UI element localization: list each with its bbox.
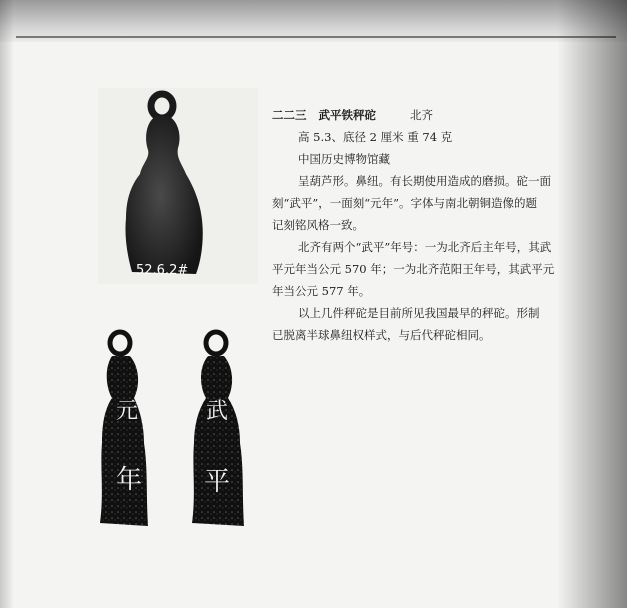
rubbing-left-char-1: 元	[116, 399, 139, 424]
paragraph-line: 以上几件秤砣是目前所见我国最早的秤砣。形制	[298, 306, 540, 320]
paragraph-line: 记刻铭风格一致。	[272, 218, 364, 232]
paragraph-2	[272, 236, 592, 302]
entry-heading	[272, 104, 592, 126]
paragraph-1	[272, 170, 592, 236]
entry-title: 武平铁秤砣	[318, 108, 376, 122]
photo-label: 52.6.2#	[136, 263, 189, 278]
entry-text	[272, 104, 592, 346]
rubbing-right-char-1: 武	[206, 399, 229, 424]
paragraph-line: 年当公元 577 年。	[272, 284, 371, 298]
paragraph-line: 北齐有两个“武平”年号：一为北齐后主年号，其武	[298, 240, 552, 254]
paragraph-line: 刻“武平”，一面刻“元年”。字体与南北朝铜造像的题	[272, 196, 538, 210]
paragraph-line: 已脱离半球鼻纽权样式，与后代秤砣相同。	[272, 328, 491, 342]
weight-photo	[98, 88, 258, 284]
page-right-shadow	[557, 0, 627, 608]
paragraph-line: 呈葫芦形。鼻纽。有长期使用造成的磨损。砣一面	[298, 174, 551, 188]
rubbings-image	[98, 318, 258, 578]
gourd-weight-image	[98, 88, 258, 284]
entry-collection: 中国历史博物馆藏	[298, 152, 390, 166]
entry-number: 二二三	[272, 108, 307, 122]
entry-specs: 高 5.3、底径 2 厘米 重 74 克	[298, 130, 453, 144]
rubbing-left	[100, 332, 148, 526]
page-top-edge	[16, 36, 616, 38]
rubbing-right	[192, 332, 244, 526]
rubbing-left-char-2: 年	[116, 465, 143, 495]
paragraph-line: 平元年当公元 570 年；一为北齐范阳王年号，其武平元	[272, 262, 555, 276]
inscription-rubbings	[98, 318, 258, 578]
paragraph-3	[272, 302, 592, 346]
page-left-shadow	[0, 0, 14, 608]
entry-dynasty: 北齐	[410, 108, 433, 122]
rubbing-right-char-2: 平	[204, 467, 231, 497]
